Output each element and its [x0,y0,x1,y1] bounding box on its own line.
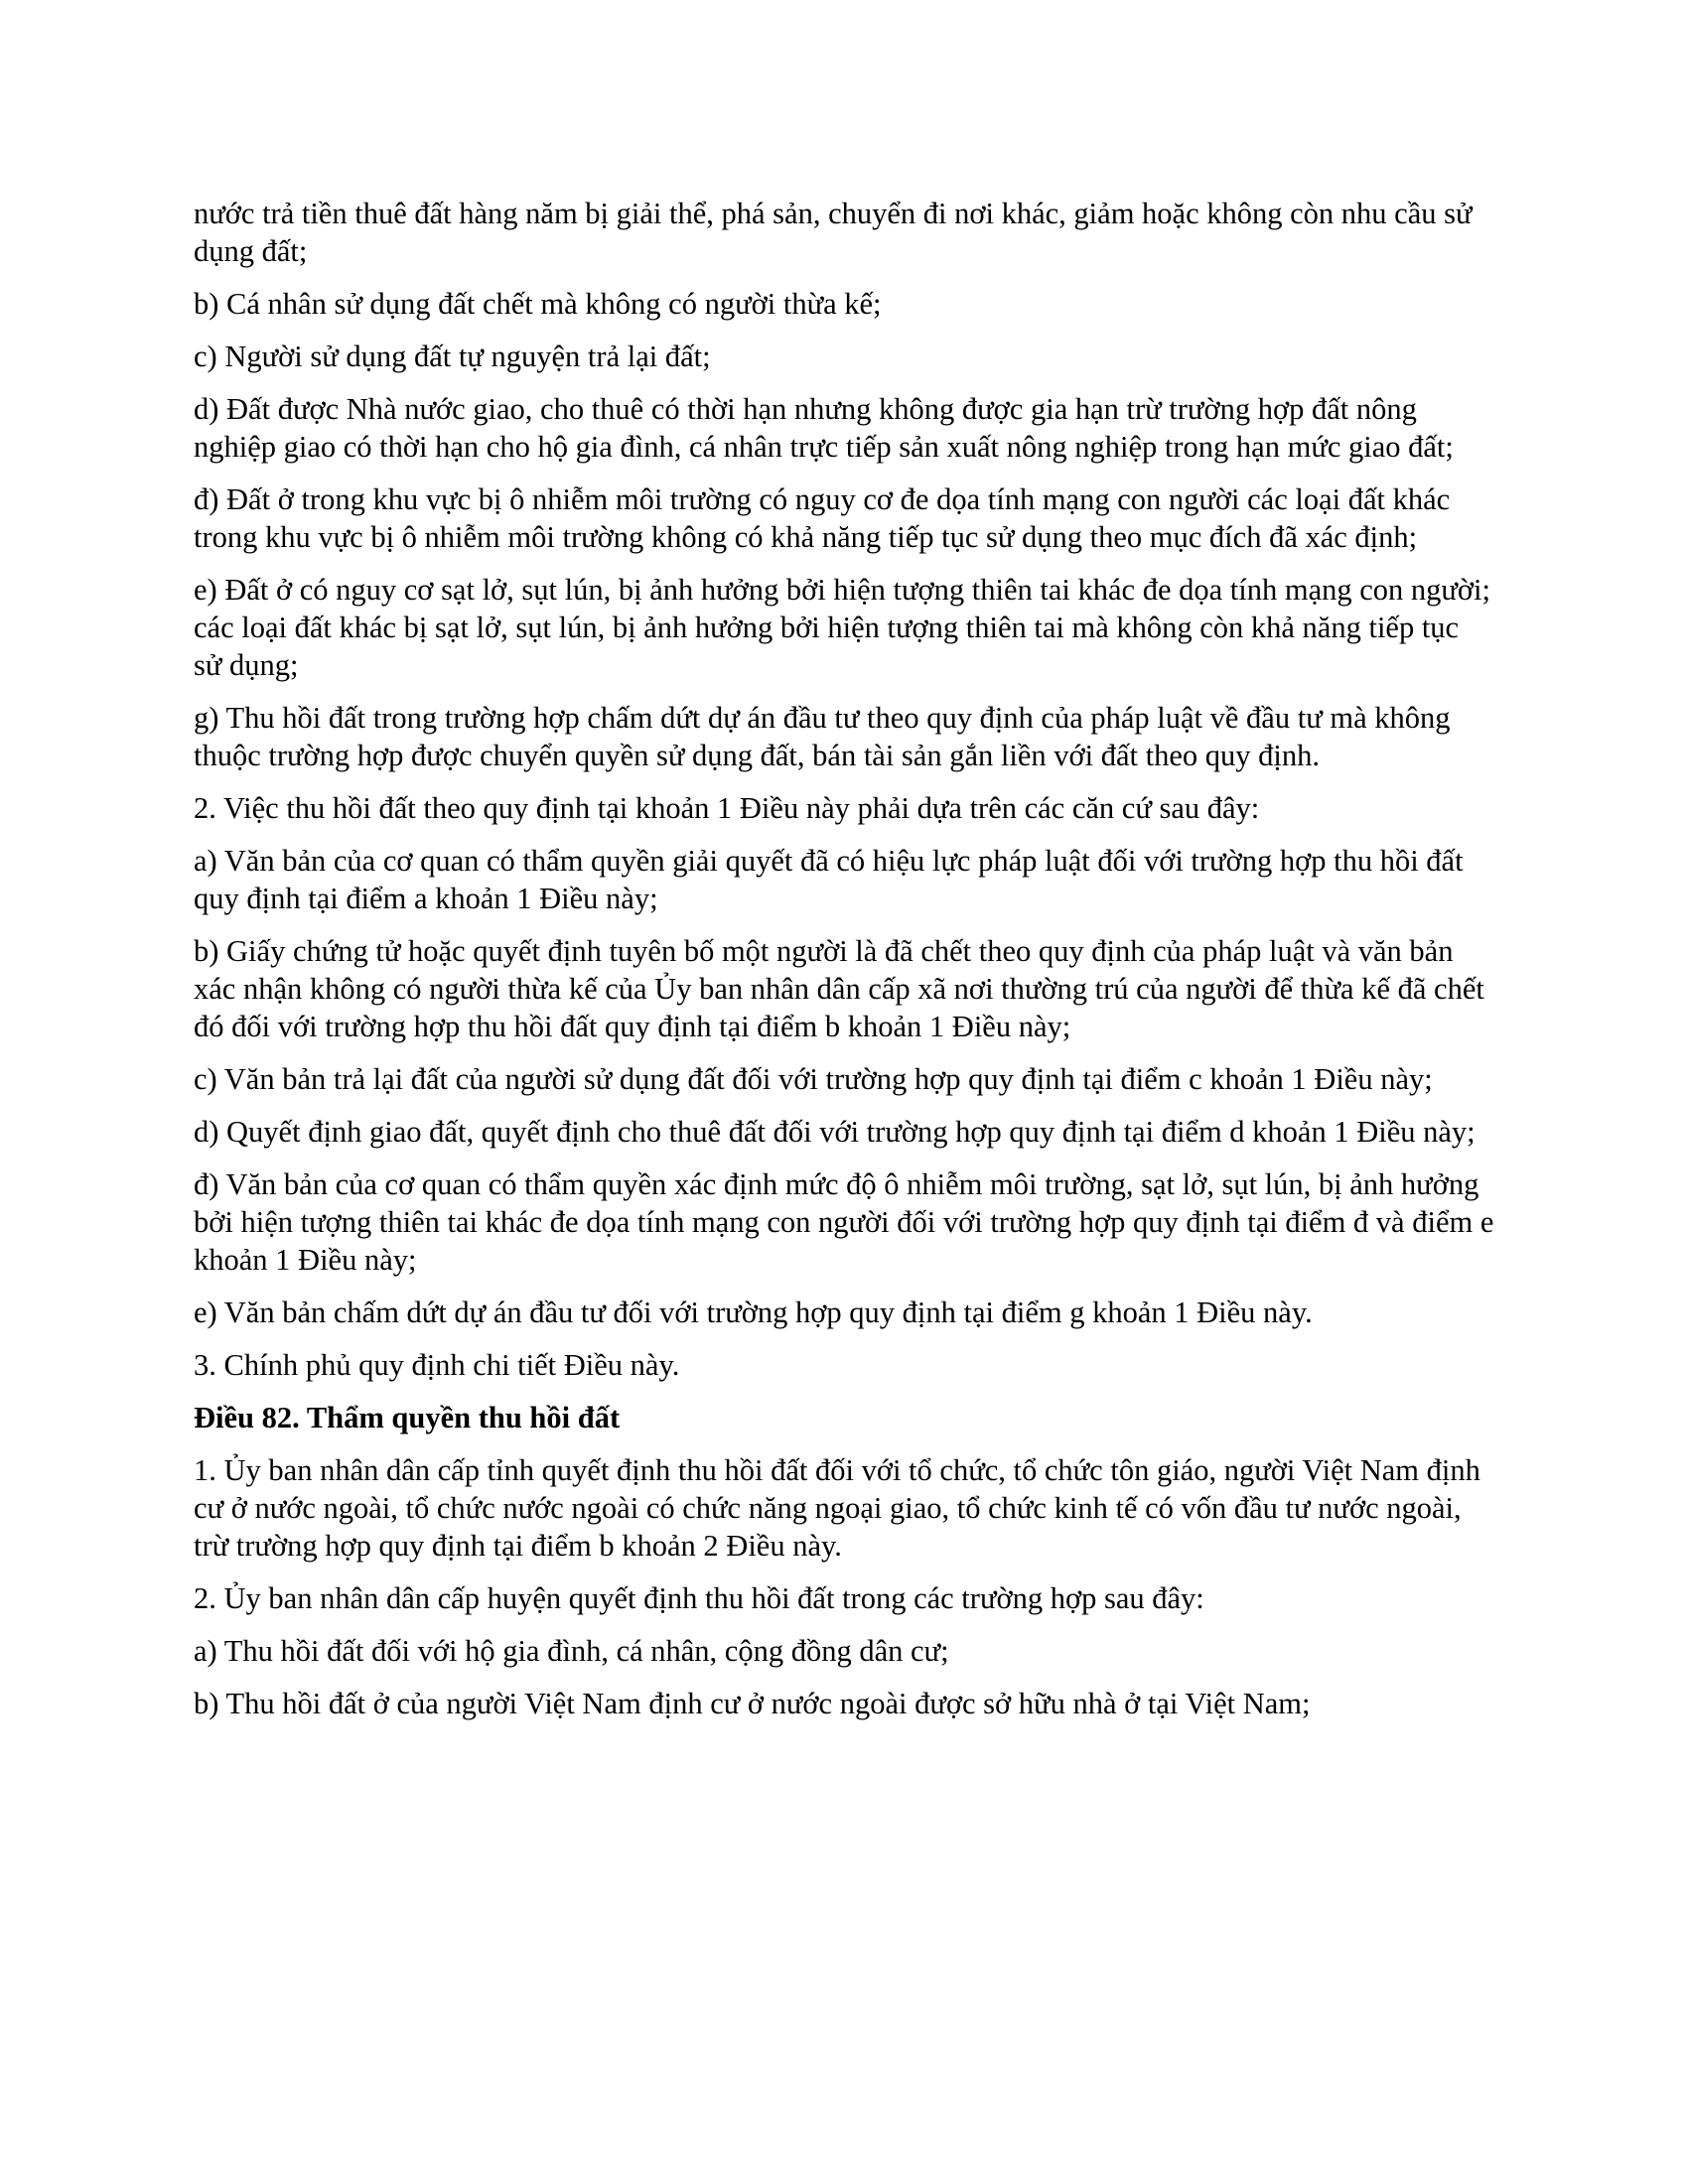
paragraph-clause-2-a: a) Văn bản của cơ quan có thẩm quyền giải quyết đã có hiệu lực pháp luật đối với trường hợp thu hồi đất quy định tại điểm a khoản 1 Điều này; [194,844,1464,915]
paragraph-article-82-clause-1: 1. Ủy ban nhân dân cấp tỉnh quyết định thu hồi đất đối với tổ chức, tổ chức tôn giáo, người Việt Nam định cư ở nước ngoài, tổ chức nước ngoài có chức năng ngoại giao, tổ chức kinh tế có vốn đầu tư nước ngoài, trừ trường hợp quy định tại điểm b khoản 2 Điều này. [194,1453,1480,1563]
paragraph-item-dd: đ) Đất ở trong khu vực bị ô nhiễm môi trường có nguy cơ đe dọa tính mạng con người các loại đất khác trong khu vực bị ô nhiễm môi trường không có khả năng tiếp tục sử dụng theo mục đích đã xác định; [194,482,1451,554]
paragraph-article-82-clause-2-b: b) Thu hồi đất ở của người Việt Nam định cư ở nước ngoài được sở hữu nhà ở tại Việt Nam; [194,1687,1311,1720]
paragraph-item-d: d) Đất được Nhà nước giao, cho thuê có thời hạn nhưng không được gia hạn trừ trường hợp đất nông nghiệp giao có thời hạn cho hộ gia đình, cá nhân trực tiếp sản xuất nông nghiệp trong hạn mức giao đất; [194,392,1454,464]
paragraph-item-b: b) Cá nhân sử dụng đất chết mà không có người thừa kế; [194,287,882,321]
paragraph-clause-2-d: d) Quyết định giao đất, quyết định cho thuê đất đối với trường hợp quy định tại điểm d khoản 1 Điều này; [194,1115,1476,1149]
paragraph-clause-2-b: b) Giấy chứng tử hoặc quyết định tuyên bố một người là đã chết theo quy định của pháp luật và văn bản xác nhận không có người thừa kế của Ủy ban nhân dân cấp xã nơi thường trú của người để thừa kế đã chết đó đối với trường hợp thu hồi đất quy định tại điểm b khoản 1 Điều này; [194,934,1484,1043]
paragraph-clause-2-e: e) Văn bản chấm dứt dự án đầu tư đối với trường hợp quy định tại điểm g khoản 1 Điều này. [194,1296,1313,1329]
paragraph-clause-2: 2. Việc thu hồi đất theo quy định tại khoản 1 Điều này phải dựa trên các căn cứ sau đây: [194,791,1260,825]
document-page [194,195,1494,1737]
paragraph-clause-3: 3. Chính phủ quy định chi tiết Điều này. [194,1348,680,1382]
paragraph-article-82-clause-2: 2. Ủy ban nhân dân cấp huyện quyết định thu hồi đất trong các trường hợp sau đây: [194,1581,1204,1615]
paragraph-continuation: nước trả tiền thuê đất hàng năm bị giải thể, phá sản, chuyển đi nơi khác, giảm hoặc không còn nhu cầu sử dụng đất; [194,197,1473,268]
paragraph-article-82-clause-2-a: a) Thu hồi đất đối với hộ gia đình, cá nhân, cộng đồng dân cư; [194,1634,949,1668]
paragraph-clause-2-c: c) Văn bản trả lại đất của người sử dụng đất đối với trường hợp quy định tại điểm c khoản 1 Điều này; [194,1062,1433,1096]
paragraph-item-g: g) Thu hồi đất trong trường hợp chấm dứt dự án đầu tư theo quy định của pháp luật về đầu tư mà không thuộc trường hợp được chuyển quyền sử dụng đất, bán tài sản gắn liền với đất theo quy định. [194,701,1451,772]
article-heading: Điều 82. Thẩm quyền thu hồi đất [194,1401,621,1434]
paragraph-clause-2-dd: đ) Văn bản của cơ quan có thẩm quyền xác định mức độ ô nhiễm môi trường, sạt lở, sụt lún, bị ảnh hưởng bởi hiện tượng thiên tai khác đe dọa tính mạng con người đối với trường hợp quy định tại điểm đ và điểm e khoản 1 Điều này; [194,1167,1494,1277]
paragraph-item-e: e) Đất ở có nguy cơ sạt lở, sụt lún, bị ảnh hưởng bởi hiện tượng thiên tai khác đe dọa tính mạng con người; các loại đất khác bị sạt lở, sụt lún, bị ảnh hưởng bởi hiện tượng thiên tai mà không còn khả năng tiếp tục sử dụng; [194,573,1491,682]
paragraph-item-c: c) Người sử dụng đất tự nguyện trả lại đất; [194,340,711,373]
